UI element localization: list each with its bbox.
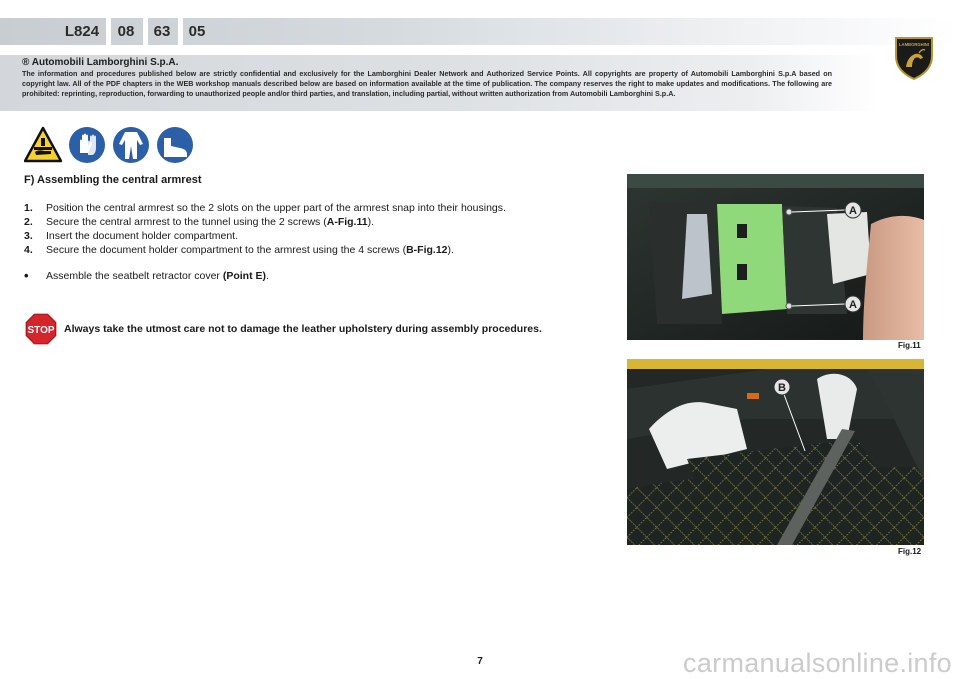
step-text: Insert the document holder compartment. — [46, 230, 239, 242]
step-number: 4. — [24, 244, 33, 256]
step-item — [24, 229, 506, 243]
gloves-icon — [68, 126, 106, 164]
figure-11-label: Fig.11 — [898, 341, 921, 350]
step-text: Position the central armrest so the 2 slots on the upper part of the armrest snap into their housings. — [46, 202, 506, 214]
model-code: L824 — [64, 23, 100, 40]
figure-reference: B-Fig.12 — [406, 244, 448, 256]
figure-reference: A-Fig.11 — [326, 216, 368, 228]
step-number: 2. — [24, 216, 33, 228]
hand-crush-warning-icon — [24, 126, 62, 164]
document-code-bar — [0, 18, 960, 45]
copyright-notice — [0, 55, 880, 111]
point-reference: (Point E) — [222, 269, 267, 282]
stop-label: STOP — [27, 325, 55, 336]
page-number: 7 — [477, 656, 483, 667]
figure-11-photo — [627, 174, 924, 340]
callout-a-top: A — [849, 205, 857, 217]
safety-shoes-icon — [156, 126, 194, 164]
section-title: F) Assembling the central armrest — [24, 174, 202, 186]
subgroup-code: 63 — [153, 23, 171, 40]
step-number: 1. — [24, 202, 33, 214]
watermark: carmanualsonline.info — [683, 648, 952, 678]
stop-sign-icon — [24, 312, 58, 346]
step-item — [24, 201, 506, 215]
step-text: Secure the document holder compartment to the armrest using the 4 screws (B-Fig.12). — [46, 244, 454, 256]
code-separator — [178, 18, 183, 45]
lamborghini-logo — [893, 36, 935, 80]
bullet-item — [24, 268, 269, 283]
callout-a-bottom: A — [849, 299, 857, 311]
overalls-icon — [112, 126, 150, 164]
figure-12-photo — [627, 359, 924, 545]
code-separator — [143, 18, 148, 45]
step-text: Secure the central armrest to the tunnel using the 2 screws (A-Fig.11). — [46, 216, 374, 228]
step-list — [24, 201, 506, 257]
callout-b: B — [778, 382, 786, 394]
step-item — [24, 243, 506, 257]
bullet-icon: • — [24, 268, 29, 283]
notice-title: ® Automobili Lamborghini S.p.A. — [22, 57, 179, 68]
warning-text: Always take the utmost care not to damage the leather upholstery during assembly procedures. — [64, 323, 542, 335]
safety-icons — [24, 126, 194, 164]
bullet-text: Assemble the seatbelt retractor cover (Point E). — [46, 269, 269, 282]
step-item — [24, 215, 506, 229]
logo-text: LAMBORGHINI — [898, 42, 930, 47]
code-separator — [106, 18, 111, 45]
figure-12-label: Fig.12 — [898, 547, 922, 556]
notice-text: The information and procedures published below are strictly confidential and exclusively for the Lamborghini Dealer Network and Authorized Service Points. All copyrights are property of Automobili Lamborghini S.p.A based on copyright law. All of the PDF chapters in the WEB workshop manuals described below are based on information available at the time of publication. The company reserves the right to make updates and modifications. The following are prohibited: reprinting, reproduction, forwarding to unauthorized people and/or third parties, and translation, including partial, without written authorization from Automobili Lamborghini S.p.A. — [22, 69, 832, 98]
step-number: 3. — [24, 230, 33, 242]
procedure-code: 05 — [188, 23, 206, 40]
group-code: 08 — [117, 23, 135, 40]
